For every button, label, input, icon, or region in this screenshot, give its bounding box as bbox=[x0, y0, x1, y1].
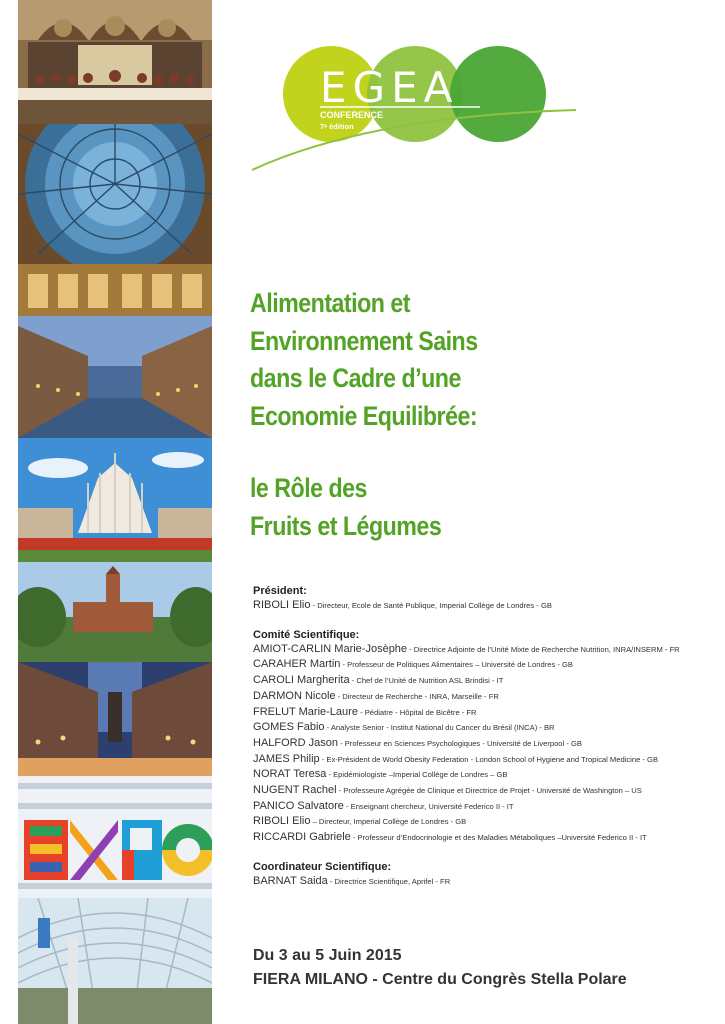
subtitle-line: Fruits et Légumes bbox=[250, 510, 442, 541]
member-name: AMIOT-CARLIN Marie-Josèphe bbox=[253, 642, 408, 655]
member-row bbox=[253, 689, 723, 705]
member-name: CARAHER Martin bbox=[253, 658, 341, 671]
member-role: - Analyste Senior - Institut National du Cancer du Brésil (INCA) - BR bbox=[324, 723, 555, 733]
galleria-dome-photo bbox=[18, 124, 212, 316]
member-name: NORAT Teresa bbox=[253, 768, 327, 781]
member-row bbox=[253, 720, 723, 736]
member-role: - Ex-Président de World Obesity Federation - London School of Hygiene and Tropical Medicine - GB bbox=[319, 754, 659, 764]
member-name: RICCARDI Gabriele bbox=[253, 831, 351, 844]
member-role: - Professeur en Sciences Psychologiques - Université de Liverpool - GB bbox=[337, 738, 582, 748]
egea-logo bbox=[250, 36, 580, 176]
member-name: PANICO Salvatore bbox=[253, 799, 344, 812]
title-line: Alimentation et bbox=[250, 288, 410, 318]
street-dusk-photo bbox=[18, 662, 212, 776]
title-line: Environnement Sains bbox=[250, 325, 478, 356]
member-name: RIBOLI Elio bbox=[253, 599, 311, 611]
member-row bbox=[253, 752, 723, 768]
member-name: DARMON Nicole bbox=[253, 689, 336, 702]
logo-conference-text: CONFERENCE bbox=[320, 110, 384, 120]
expo-logo-photo bbox=[18, 776, 212, 898]
member-row bbox=[253, 783, 723, 799]
member-role: - Directrice Adjointe de l’Unité Mixte de Recherche Nutrition, INRA/INSERM - FR bbox=[407, 644, 680, 654]
member-role: - Pédiatre - Hôpital de Bicêtre - FR bbox=[357, 707, 477, 717]
title-block bbox=[250, 285, 700, 435]
title-line: Economie Equilibrée: bbox=[250, 400, 478, 431]
logo-brand-text: EGEA bbox=[320, 63, 459, 112]
member-row bbox=[253, 799, 723, 815]
coordinator-heading: Coordinateur Scientifique: bbox=[253, 860, 392, 873]
member-role: - Directeur, Ecole de Santé Publique, Imperial Collège de Londres - GB bbox=[310, 601, 552, 610]
subtitle-line: le Rôle des bbox=[250, 473, 367, 503]
member-row bbox=[253, 736, 723, 752]
president-list bbox=[253, 598, 723, 614]
duomo-photo bbox=[18, 438, 212, 562]
member-name: NUGENT Rachel bbox=[253, 784, 337, 797]
last-supper-photo bbox=[18, 0, 212, 124]
member-role: - Chef de l’Unité de Nutrition ASL Brindisi - IT bbox=[349, 676, 504, 686]
member-row bbox=[253, 705, 723, 721]
member-name: HALFORD Jason bbox=[253, 736, 338, 749]
member-row bbox=[253, 673, 723, 689]
member-role: - Professeure Agrégée de Clinique et Directrice de Projet - Université de Washington – US bbox=[336, 786, 642, 796]
member-row bbox=[253, 830, 723, 846]
fiera-milano-roof-photo bbox=[18, 898, 212, 1024]
committee-heading: Comité Scientifique: bbox=[253, 628, 360, 641]
member-row bbox=[253, 598, 723, 614]
member-role: - Enseignant chercheur, Université Federico II - IT bbox=[343, 801, 514, 811]
member-role: - Epidémiologiste –Imperial Collège de Londres – GB bbox=[326, 770, 508, 780]
committee-list bbox=[253, 642, 723, 846]
member-name: RIBOLI Elio bbox=[253, 815, 311, 828]
title-line: dans le Cadre d’une bbox=[250, 363, 461, 393]
member-name: CAROLI Margherita bbox=[253, 674, 350, 687]
event-dates: Du 3 au 5 Juin 2015 bbox=[253, 947, 402, 964]
member-row bbox=[253, 767, 723, 783]
president-heading: Président: bbox=[253, 585, 307, 597]
logo-edition-text: 7ᵉ édition bbox=[320, 122, 354, 131]
member-row bbox=[253, 642, 723, 658]
member-name: JAMES Philip bbox=[253, 752, 320, 765]
coordinator-list bbox=[253, 874, 723, 890]
member-role: - Professeur d’Endocrinologie et des Maladies Métaboliques –Université Federico II - IT bbox=[350, 833, 647, 843]
subtitle-block bbox=[250, 470, 700, 545]
member-row bbox=[253, 657, 723, 673]
logo-circle-dark bbox=[450, 46, 546, 142]
member-name: BARNAT Saida bbox=[253, 874, 328, 887]
member-row bbox=[253, 814, 723, 830]
member-name: GOMES Fabio bbox=[253, 721, 325, 734]
member-name: FRELUT Marie-Laure bbox=[253, 705, 358, 718]
member-role: – Directeur, Imperial Collège de Londres - GB bbox=[310, 817, 467, 827]
member-role: - Professeur de Politiques Alimentaires – Université de Londres - GB bbox=[340, 660, 573, 670]
footer bbox=[253, 944, 713, 992]
event-venue: FIERA MILANO - Centre du Congrès Stella Polare bbox=[253, 971, 627, 988]
committee-section bbox=[253, 585, 723, 890]
navigli-canal-photo bbox=[18, 316, 212, 438]
member-row bbox=[253, 874, 723, 890]
member-role: - Directrice Scientifique, Aprifel - FR bbox=[327, 876, 451, 886]
sforza-castle-photo bbox=[18, 562, 212, 662]
photo-strip bbox=[18, 0, 212, 1024]
member-role: - Directeur de Recherche - INRA, Marseille - FR bbox=[335, 691, 499, 701]
